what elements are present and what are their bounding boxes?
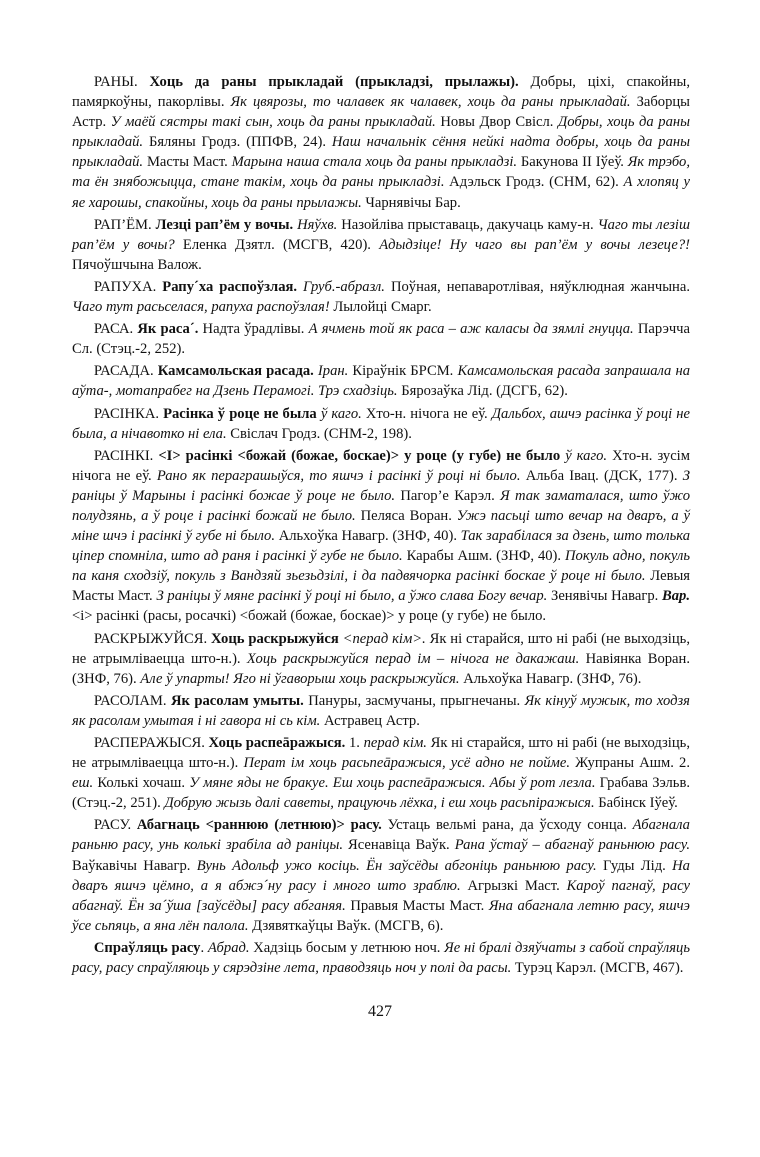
- dictionary-entry: [72, 446, 690, 627]
- entry-italic-text: Як цвярозы, то чалавек як чалавек, хоць да раны прыкладай.: [230, 94, 631, 111]
- entry-phrase: Хоць да раны прыкладай (прыкладзі, прылажы).: [149, 74, 519, 90]
- entry-phrase: Рапу´ха распоўзлая.: [162, 278, 298, 295]
- dictionary-entry: [72, 319, 690, 359]
- entry-text: Пеляса Воран.: [355, 507, 457, 524]
- entry-italic-text: Наш начальнік сёння нейкі надта добры, хоць да раны прыкладай.: [72, 134, 691, 171]
- entry-italic-text: З раніцы ў Марыны і расінкі божае ў роце не было.: [72, 467, 690, 504]
- entry-text: РАСОЛАМ.: [93, 692, 171, 709]
- entry-text: Хадзіць босым у летнюю ноч.: [249, 939, 445, 956]
- entry-text: Бакунова II Іўеў.: [517, 154, 628, 171]
- entry-text: Карабы Ашм. (ЗНФ, 40).: [402, 548, 565, 565]
- entry-text: Левыя Масты Маст.: [72, 568, 690, 605]
- entry-italic-text: Як кінуў мужык, то ходзя як расолам умытая і ні гавора ні сь кім.: [72, 692, 690, 729]
- entry-text: Астравец Астр.: [320, 712, 420, 729]
- entry-text: Заборцы Астр.: [72, 94, 690, 131]
- entry-text: 1.: [345, 735, 364, 751]
- entry-text: Масты Маст.: [143, 154, 232, 171]
- entry-text: Альба Івац. (ДСК, 177).: [520, 467, 683, 484]
- entry-text: Ваўкавічы Навагр.: [72, 857, 197, 874]
- entry-italic-text: ў каго.: [320, 405, 362, 422]
- entry-italic-text: Вунь Адольф ужо косіць. Ён заўсёды абгоніць раньнюю расу.: [196, 857, 597, 874]
- entry-text: .: [200, 939, 208, 956]
- entry-text: Навіянка Воран. (ЗНФ, 76).: [72, 650, 690, 687]
- dictionary-entry: [72, 404, 690, 444]
- entry-italic-text: Я так заматалася, што ўжо полудзянь, а ў роце і расінкі божай не было.: [72, 487, 690, 524]
- entry-text: Пагор’е Карэл.: [395, 487, 501, 504]
- entry-phrase: Камсамольская расада.: [157, 363, 314, 380]
- entry-italic-text: Хоць раскрыжуйся перад ім – нічога не дакажаш.: [246, 650, 580, 667]
- dictionary-entry: [72, 72, 690, 213]
- entry-text: Турэц Карэл. (МСГВ, 467).: [511, 960, 684, 977]
- dictionary-entry: [72, 361, 690, 401]
- entry-phrase: Расінка ў роце не была: [163, 405, 317, 422]
- entry-italic-text: Чаго ты лезіш рап’ём у вочы?: [72, 216, 691, 253]
- entry-text: Назойліва прыставаць, дакучаць каму-н.: [337, 216, 598, 233]
- dictionary-entry: [72, 938, 690, 978]
- entry-phrase: Як раса´.: [137, 321, 199, 338]
- entry-phrase: <І> расінкі <божай (божае, боскае)> у роце (у губе) не было: [158, 447, 561, 464]
- entry-text: Грабава Зэльв. (Стэц.-2, 251).: [72, 775, 690, 812]
- entry-text: РАСУ.: [93, 817, 137, 834]
- entry-text: РАП’ЁМ.: [93, 216, 156, 233]
- entry-italic-text: Добры, хоць да раны прыкладай.: [72, 114, 690, 151]
- entry-italic-text: З раніцы ў мяне расінкі ў році ні было, а ўжо слава Богу вечар.: [156, 588, 548, 605]
- entry-italic-text: еш.: [72, 775, 94, 792]
- entry-text: РАСІНКА.: [93, 405, 164, 422]
- entry-text: Бярозаўка Лід. (ДСГБ, 62).: [397, 383, 568, 400]
- entry-text: Хто-н. нічога не еў.: [361, 405, 492, 422]
- dictionary-entry: [72, 733, 690, 813]
- entry-text: Альхоўка Навагр. (ЗНФ, 76).: [459, 670, 642, 687]
- entry-text: РАСПЕРАЖЫСЯ.: [93, 735, 209, 751]
- entry-text: Добры, ціхі, спакойны, памяркоўны, пакорлівы.: [72, 74, 690, 111]
- entry-text: Адэльск Гродз. (СНМ, 62).: [444, 174, 624, 191]
- entry-italic-text: А ячмень той як раса – аж каласы да зямлі гнуцца.: [308, 321, 634, 338]
- entry-text: Як ні старайся, што ні рабі (не выходзіць, не атрымліваецца што-н.).: [72, 735, 690, 772]
- entry-italic-text: Рана ўстаў – абагнаў раньнюю расу.: [454, 837, 690, 854]
- entry-text: Устаць вельмі рана, да ўсходу сонца.: [381, 817, 633, 834]
- entry-text: Ясенавіца Ваўк.: [342, 837, 455, 854]
- entry-italic-text: На дваръ яшчэ цёмно, а я абжэ´ну расу і много што зраблю.: [72, 857, 690, 894]
- entry-text: Правыя Масты Маст.: [345, 897, 489, 914]
- entry-text: Агрызкі Маст.: [460, 877, 567, 894]
- entry-variant-label: Вар.: [662, 588, 690, 605]
- entry-italic-text: У мяне яды не бракуе. Еш хоць распеāражыся. Абы ў рот лезла.: [189, 775, 596, 792]
- entry-italic-text: Яна абагнала летню расу, яшчэ ўсе сьпяць, а яна лён палола.: [72, 897, 690, 934]
- entry-italic-text: перад кім.: [363, 735, 427, 751]
- entry-italic-text: Абагнала раньню расу, унь колькі зрабіла ад раніцы.: [72, 817, 690, 854]
- entry-italic-text: Марына наша стала хоць да раны прыкладзі.: [231, 154, 518, 171]
- entry-italic-text: Як трэбо, та ён знябожыцца, стане такім, хоць да раны прыкладзі.: [72, 154, 690, 191]
- entry-italic-text: Так зарабілася за дзень, што толька ціпер спомніла, што ад раня і расінкі ў губе не было.: [72, 528, 691, 565]
- entry-text: Гуды Лід.: [596, 857, 673, 874]
- entry-text: РАНЫ.: [93, 74, 150, 90]
- entry-text: <і> расінкі (расы, росачкі) <божай (божае, боскае)> у роце (у губе) не было.: [72, 608, 547, 625]
- entry-text: Пануры, засмучаны, прыгнечаны.: [303, 692, 525, 709]
- dictionary-entry: [72, 815, 690, 936]
- entry-italic-text: Перат ім хоць расьпеāражыся, усё адно не пойме.: [243, 755, 570, 772]
- entry-phrase: Абагнаць <раннюю (летнюю)> расу.: [136, 817, 382, 834]
- entry-phrase: Хоць распеāражыся.: [208, 735, 346, 751]
- entry-italic-text: Покуль адно, покуль па каня сходзіў, покуль з Вандзяй зьезьдзілі, і да падвячорка расінкі боскае ў роце ні было.: [72, 548, 690, 585]
- entry-italic-text: Камсамольская расада запрашала на аўта-, мотапрабег на Дзень Перамогі. Трэ схадзіць.: [72, 363, 691, 400]
- entry-text: РАСІНКІ.: [93, 447, 159, 464]
- entry-italic-text: <перад кім>.: [342, 630, 426, 647]
- entry-text: РАПУХА.: [93, 278, 163, 295]
- entry-text: Пячоўшчына Валож.: [72, 256, 202, 273]
- entry-text: Бабінск Іўеў.: [594, 795, 678, 812]
- entry-italic-text: Але ў упарты! Яго ні ўгаворыш хоць раскрыжуйся.: [140, 670, 460, 687]
- dictionary-entry: [72, 215, 690, 275]
- dictionary-entry: [72, 691, 690, 731]
- entry-text: Жупраны Ашм. 2.: [570, 755, 690, 772]
- entry-phrase: Як расолам умыты.: [170, 692, 304, 709]
- entry-italic-text: Іран.: [317, 363, 349, 380]
- entry-italic-text: ў каго.: [565, 447, 608, 464]
- entry-text: Чарнявічы Бар.: [361, 194, 461, 211]
- entry-italic-text: Адыдзіце! Ну чаго вы рап’ём у вочы лезеце?!: [379, 236, 690, 253]
- entry-text: Дзявяткаўцы Ваўк. (МСГВ, 6).: [248, 917, 444, 934]
- entry-text: Лылойці Смарг.: [329, 299, 432, 316]
- dictionary-entry: [72, 277, 690, 317]
- entry-text: Кіраўнік БРСМ.: [348, 363, 458, 380]
- entry-text: Новы Двор Свісл.: [435, 114, 559, 131]
- entry-text: Як ні старайся, што ні рабі (не выходзіць, не атрымліваецца што-н.).: [72, 630, 690, 667]
- entry-text: Колькі хочаш.: [93, 775, 190, 792]
- entry-text: Еленка Дзятл. (МСГВ, 420).: [174, 236, 380, 253]
- entry-text: Бяляны Гродз. (ППФВ, 24).: [143, 134, 332, 151]
- entry-phrase: Спраўляць расу: [93, 939, 201, 956]
- entry-italic-text: Ужэ пасьці што вечар на дваръ, а ў міне шчэ і расінкі ў губе ні было.: [72, 507, 690, 545]
- entry-italic-text: Рано як пераграшыўся, то яшчэ і расінкі ў році ні было.: [156, 467, 521, 484]
- entry-phrase: Хоць раскрыжуйся: [210, 630, 339, 647]
- page-number: 427: [368, 1003, 392, 1020]
- entry-text: Поўная, непаваротлівая, няўклюдная жанчына.: [384, 278, 690, 295]
- entry-text: Хто-н. зусім нічога не еў.: [72, 447, 690, 484]
- entry-italic-text: Абрад.: [207, 939, 250, 956]
- entry-italic-text: Дальбох, ашчэ расінка ў році не была, а нічавотко ні ела.: [72, 405, 691, 442]
- entry-text: Альхоўка Навагр. (ЗНФ, 40).: [275, 528, 461, 545]
- entry-italic-text: Добрую жызь далі саветы, працуючь лёхка, і еш хоць расьпіражыся.: [164, 795, 595, 812]
- entry-text: Зенявічы Навагр.: [547, 588, 663, 605]
- entry-italic-text: Кароў пагнаў, расу абагнаў. Ён за´ўша [заўсёды] расу абганяя.: [72, 877, 691, 914]
- entry-italic-text: Груб.-абразл.: [303, 278, 385, 295]
- dictionary-entry: [72, 629, 690, 689]
- entry-italic-text: А хлопяц у яе харошы, спакойны, хоць да раны прылажы.: [72, 174, 690, 211]
- entry-text: Парэчча Сл. (Стэц.-2, 252).: [72, 321, 690, 358]
- entry-text: Свіслач Гродз. (СНМ-2, 198).: [226, 425, 412, 442]
- dictionary-page: [72, 72, 690, 980]
- entry-italic-text: Яе ні бралі дзяўчаты з сабой спраўляць расу, расу спраўляюць у сярэдзіне лета, праводзяць ноч у полі да расы.: [72, 939, 690, 977]
- entry-text: РАСАДА.: [93, 363, 158, 380]
- entry-text: РАСКРЫЖУЙСЯ.: [93, 630, 211, 647]
- entry-italic-text: У маёй сястры такі сын, хоць да раны прыкладай.: [110, 114, 436, 131]
- entry-phrase: Лезці рап’ём у вочы.: [155, 216, 294, 233]
- entry-text: Надта ўрадлівы.: [198, 321, 309, 338]
- entry-italic-text: Няўхв.: [297, 216, 338, 233]
- entry-text: РАСА.: [93, 321, 138, 338]
- entry-italic-text: Чаго тут расьселася, рапуха распоўзлая!: [72, 299, 330, 316]
